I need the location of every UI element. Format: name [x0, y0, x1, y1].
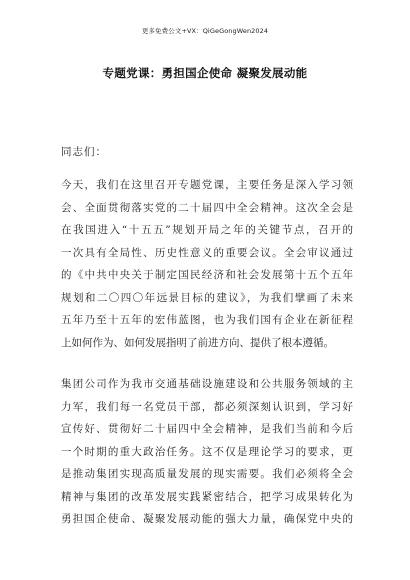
document-title: 专题党课：勇担国企使命 凝聚发展动能 — [102, 66, 308, 80]
paragraph-line: 五年乃至十五年的宏伟蓝图，也为我们国有企业在新征程 — [61, 314, 353, 326]
paragraph-line: 精神与集团的改革发展实践紧密结合，把学习成果转化为 — [61, 490, 353, 503]
paragraph-line: 的《中共中央关于制定国民经济和社会发展第十五个五年 — [61, 269, 353, 281]
paragraph-line: 在我国进入“十五五”规划开局之年的关键节点，召开的 — [61, 224, 353, 236]
paragraph-line: 力军，我们每一名党员干部，都必须深刻认识到，学习好 — [61, 400, 353, 413]
paragraph-2 — [61, 373, 353, 531]
paragraph-line: 今天，我们在这里召开专题党课，主要任务是深入学习领 — [61, 179, 353, 191]
header-note: 更多免费公文+VX：QiGeGongWen2024 — [141, 27, 269, 35]
paragraph-1 — [61, 174, 353, 354]
paragraph-line: 会、全面贯彻落实党的二十届四中全会精神。这次全会是 — [61, 201, 353, 214]
paragraph-line: 是推动集团实现高质量发展的现实需要。我们必须将全会 — [61, 468, 353, 480]
paragraph-line: 宣传好、贯彻好二十届四中全会精神，是我们当前和今后 — [61, 423, 353, 435]
paragraph-line: 集团公司作为我市交通基础设施建设和公共服务领域的主 — [61, 378, 353, 390]
paragraph-line: 一个时期的重大政治任务。这不仅是理论学习的要求，更 — [61, 445, 353, 458]
paragraph-line: 上如何作为、如何发展指明了前进方向、提供了根本遵循。 — [61, 336, 334, 349]
salutation: 同志们： — [61, 146, 107, 158]
paragraph-line: 一次具有全局性、历史性意义的重要会议。全会审议通过 — [61, 246, 353, 259]
paragraph-line: 规划和二〇四〇年远景目标的建议》，为我们擘画了未来 — [61, 291, 353, 304]
paragraph-line: 勇担国企使命、凝聚发展动能的强大力量，确保党中央的 — [61, 513, 353, 525]
